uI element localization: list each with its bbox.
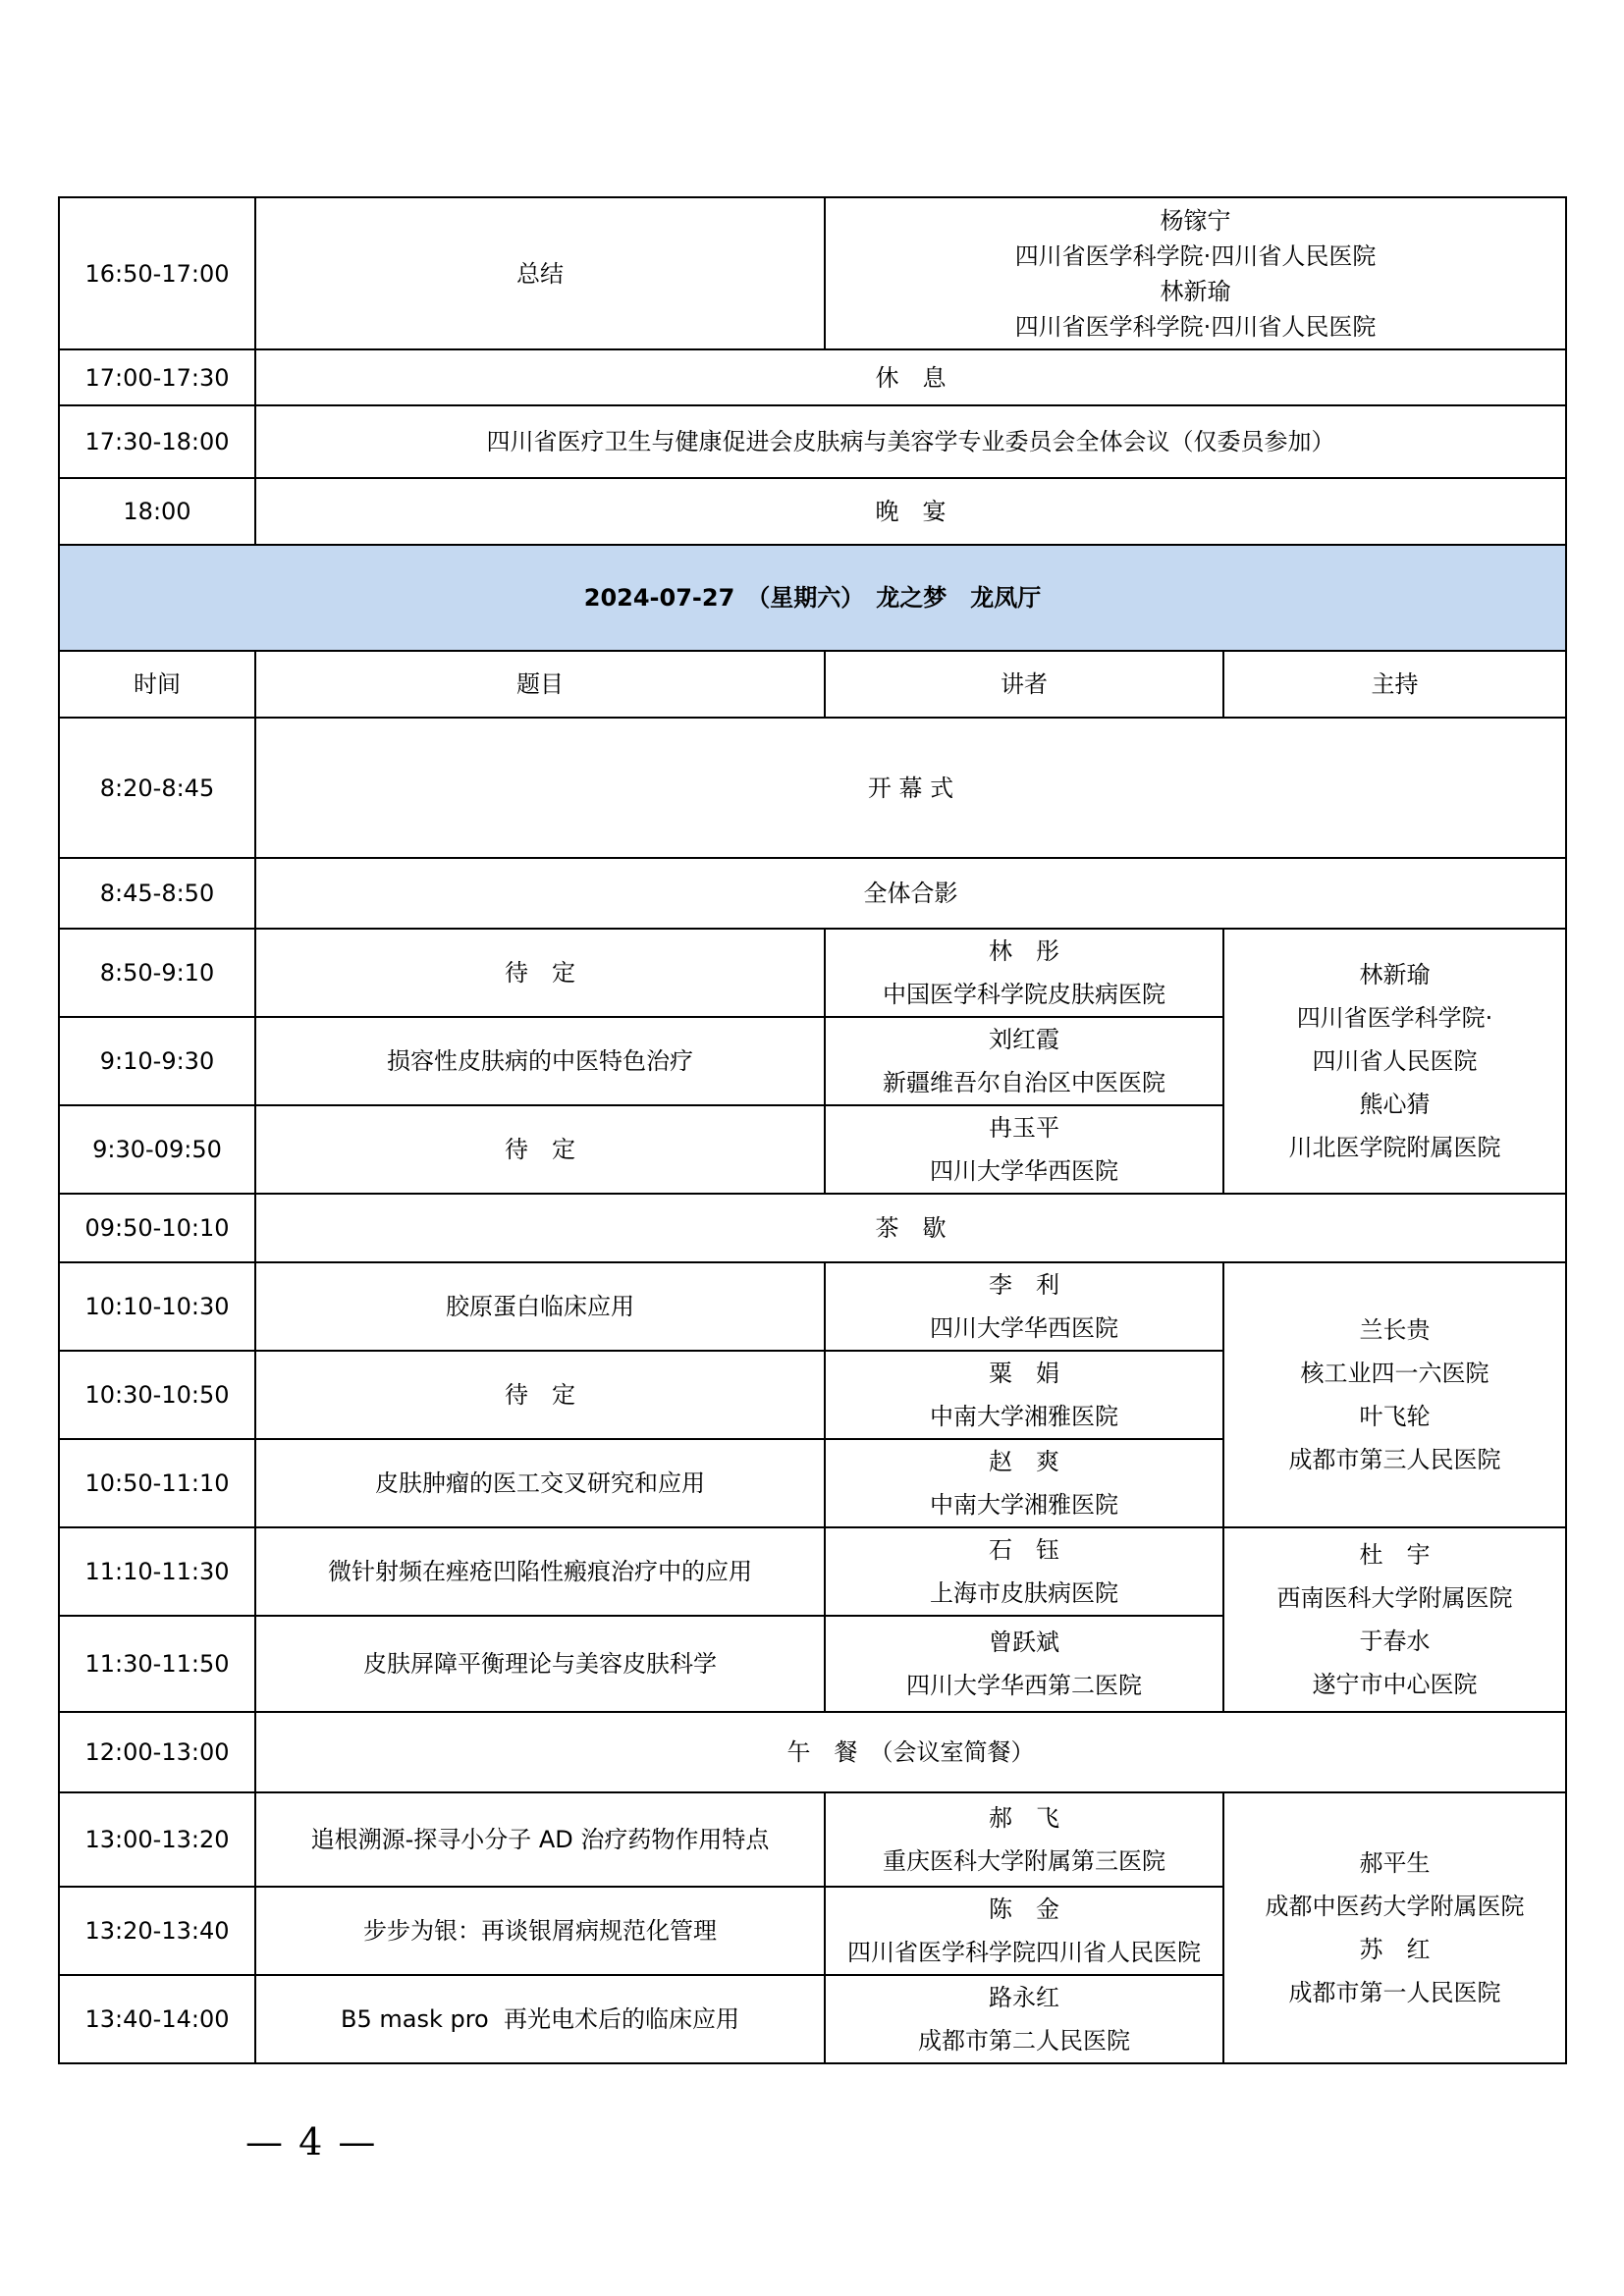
- speaker-cell: 石 钰 上海市皮肤病医院: [825, 1527, 1223, 1616]
- time-cell: 16:50-17:00: [59, 197, 255, 349]
- topic-cell: 步步为银：再谈银屑病规范化管理: [255, 1887, 825, 1975]
- topic-cell: 总结: [255, 197, 825, 349]
- time-cell: 13:20-13:40: [59, 1887, 255, 1975]
- time-cell: 9:10-9:30: [59, 1017, 255, 1105]
- speaker-cell: 郝 飞 重庆医科大学附属第三医院: [825, 1792, 1223, 1887]
- time-cell: 10:10-10:30: [59, 1262, 255, 1351]
- time-cell: 13:40-14:00: [59, 1975, 255, 2063]
- speaker-cell: 陈 金 四川省医学科学院四川省人民医院: [825, 1887, 1223, 1975]
- topic-cell: 待 定: [255, 929, 825, 1017]
- time-cell: 18:00: [59, 478, 255, 545]
- time-cell: 8:50-9:10: [59, 929, 255, 1017]
- break-cell: 休 息: [255, 349, 1566, 405]
- table-row: [59, 197, 1566, 349]
- time-cell: 9:30-09:50: [59, 1105, 255, 1194]
- table-row: [59, 718, 1566, 858]
- header-chair: 主持: [1223, 651, 1566, 718]
- time-cell: 8:45-8:50: [59, 858, 255, 929]
- dinner-cell: 晚 宴: [255, 478, 1566, 545]
- chair-cell: 杜 宇 西南医科大学附属医院 于春水 遂宁市中心医院: [1223, 1527, 1566, 1712]
- topic-cell: 追根溯源-探寻小分子 AD 治疗药物作用特点: [255, 1792, 825, 1887]
- tea-break-cell: 茶 歇: [255, 1194, 1566, 1262]
- topic-cell: 待 定: [255, 1105, 825, 1194]
- header-speaker: 讲者: [825, 651, 1223, 718]
- opening-cell: 开 幕 式: [255, 718, 1566, 858]
- table-row: [59, 349, 1566, 405]
- meeting-cell: 四川省医疗卫生与健康促进会皮肤病与美容学专业委员会全体会议（仅委员参加）: [255, 405, 1566, 478]
- table-row: [59, 1262, 1566, 1351]
- table-row: [59, 1194, 1566, 1262]
- lunch-cell: 午 餐 （会议室简餐）: [255, 1712, 1566, 1792]
- speaker-cell: 粟 娟 中南大学湘雅医院: [825, 1351, 1223, 1439]
- speaker-cell: 冉玉平 四川大学华西医院: [825, 1105, 1223, 1194]
- chair-cell: 兰长贵 核工业四一六医院 叶飞轮 成都市第三人民医院: [1223, 1262, 1566, 1527]
- page-number: — 4 —: [245, 2120, 378, 2163]
- speaker-cell: 刘红霞 新疆维吾尔自治区中医医院: [825, 1017, 1223, 1105]
- photo-cell: 全体合影: [255, 858, 1566, 929]
- table-row: [59, 1712, 1566, 1792]
- topic-cell: 胶原蛋白临床应用: [255, 1262, 825, 1351]
- day-header-row: [59, 545, 1566, 651]
- table-row: [59, 1527, 1566, 1616]
- topic-cell: 皮肤肿瘤的医工交叉研究和应用: [255, 1439, 825, 1527]
- topic-cell: 损容性皮肤病的中医特色治疗: [255, 1017, 825, 1105]
- speaker-cell: 林 彤 中国医学科学院皮肤病医院: [825, 929, 1223, 1017]
- time-cell: 09:50-10:10: [59, 1194, 255, 1262]
- speaker-cell: 杨镓宁 四川省医学科学院·四川省人民医院 林新瑜 四川省医学科学院·四川省人民医院: [825, 197, 1566, 349]
- topic-cell: 微针射频在痤疮凹陷性瘢痕治疗中的应用: [255, 1527, 825, 1616]
- table-row: [59, 1792, 1566, 1887]
- topic-cell: B5 mask pro 再光电术后的临床应用: [255, 1975, 825, 2063]
- speaker-cell: 路永红 成都市第二人民医院: [825, 1975, 1223, 2063]
- time-cell: 12:00-13:00: [59, 1712, 255, 1792]
- table-row: [59, 478, 1566, 545]
- day-header: 2024-07-27 （星期六） 龙之梦 龙凤厅: [59, 545, 1566, 651]
- time-cell: 17:00-17:30: [59, 349, 255, 405]
- table-row: [59, 929, 1566, 1017]
- time-cell: 13:00-13:20: [59, 1792, 255, 1887]
- chair-cell: 林新瑜 四川省医学科学院· 四川省人民医院 熊心猜 川北医学院附属医院: [1223, 929, 1566, 1194]
- header-time: 时间: [59, 651, 255, 718]
- column-header-row: [59, 651, 1566, 718]
- time-cell: 17:30-18:00: [59, 405, 255, 478]
- chair-cell: 郝平生 成都中医药大学附属医院 苏 红 成都市第一人民医院: [1223, 1792, 1566, 2063]
- time-cell: 10:30-10:50: [59, 1351, 255, 1439]
- speaker-cell: 曾跃斌 四川大学华西第二医院: [825, 1616, 1223, 1712]
- header-topic: 题目: [255, 651, 825, 718]
- topic-cell: 待 定: [255, 1351, 825, 1439]
- table-row: [59, 858, 1566, 929]
- time-cell: 10:50-11:10: [59, 1439, 255, 1527]
- speaker-cell: 赵 爽 中南大学湘雅医院: [825, 1439, 1223, 1527]
- time-cell: 11:30-11:50: [59, 1616, 255, 1712]
- table-row: [59, 405, 1566, 478]
- schedule-table: [58, 196, 1567, 2064]
- time-cell: 8:20-8:45: [59, 718, 255, 858]
- speaker-cell: 李 利 四川大学华西医院: [825, 1262, 1223, 1351]
- time-cell: 11:10-11:30: [59, 1527, 255, 1616]
- topic-cell: 皮肤屏障平衡理论与美容皮肤科学: [255, 1616, 825, 1712]
